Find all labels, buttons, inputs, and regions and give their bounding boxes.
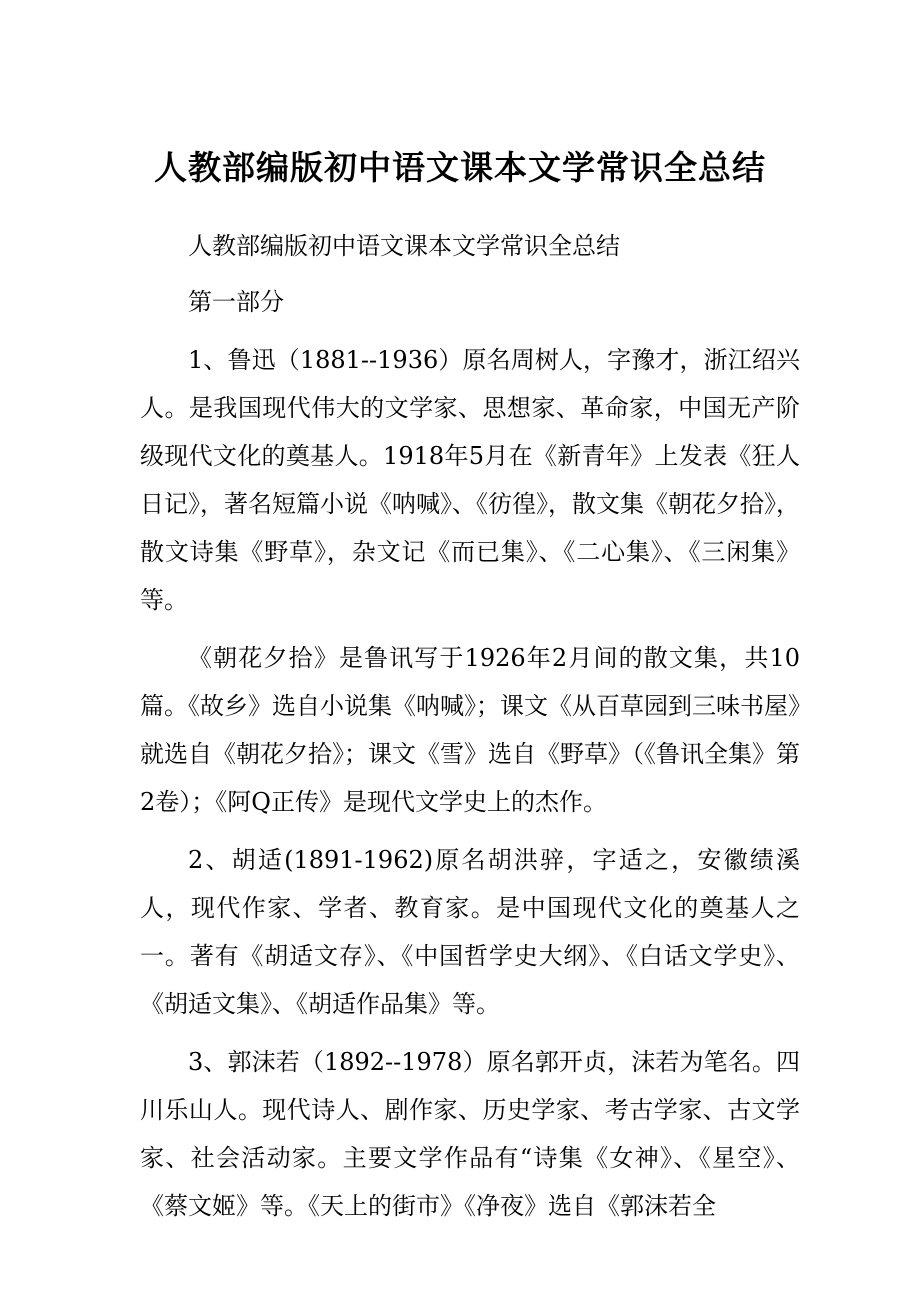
paragraph-hushi: 2、胡适(1891-1962)原名胡洪骍，字适之，安徽绩溪人，现代作家、学者、教育家。是中国现代文化的奠基人之一。著有《胡适文存》、《中国哲学史大纲》、《白话文学史》、《胡适文集》、《胡适作品集》等。: [140, 846, 800, 1018]
document-body: [140, 222, 800, 1230]
paragraph-subtitle: 人教部编版初中语文课本文学常识全总结: [188, 232, 620, 260]
paragraph-zhaohuaxishi: 《朝花夕拾》是鲁讯写于1926年2月间的散文集，共10篇。《故乡》选自小说集《呐喊》；课文《从百草园到三味书屋》就选自《朝花夕拾》；课文《雪》选自《野草》（《鲁讯全集》第2卷）；《阿Q正传》是现代文学史上的杰作。: [140, 644, 800, 816]
paragraph-guomoruo: 3、郭沫若（1892--1978）原名郭开贞，沫若为笔名。四川乐山人。现代诗人、剧作家、历史学家、考古学家、古文学家、社会活动家。主要文学作品有“诗集《女神》、《星空》、《蔡文姬》等。《天上的街市》《净夜》选自《郭沫若全: [140, 1048, 800, 1220]
paragraph-section-heading: 第一部分: [188, 288, 284, 316]
document-title: 人教部编版初中语文课本文学常识全总结: [154, 148, 766, 187]
paragraph-luxun: 1、鲁迅（1881--1936）原名周树人，字豫才，浙江绍兴人。是我国现代伟大的文学家、思想家、革命家，中国无产阶级现代文化的奠基人。1918年5月在《新青年》上发表《狂人日记》，著名短篇小说《呐喊》、《彷徨》，散文集《朝花夕拾》，散文诗集《野草》，杂文记《而已集》、《二心集》、《三闲集》等。: [140, 346, 800, 614]
